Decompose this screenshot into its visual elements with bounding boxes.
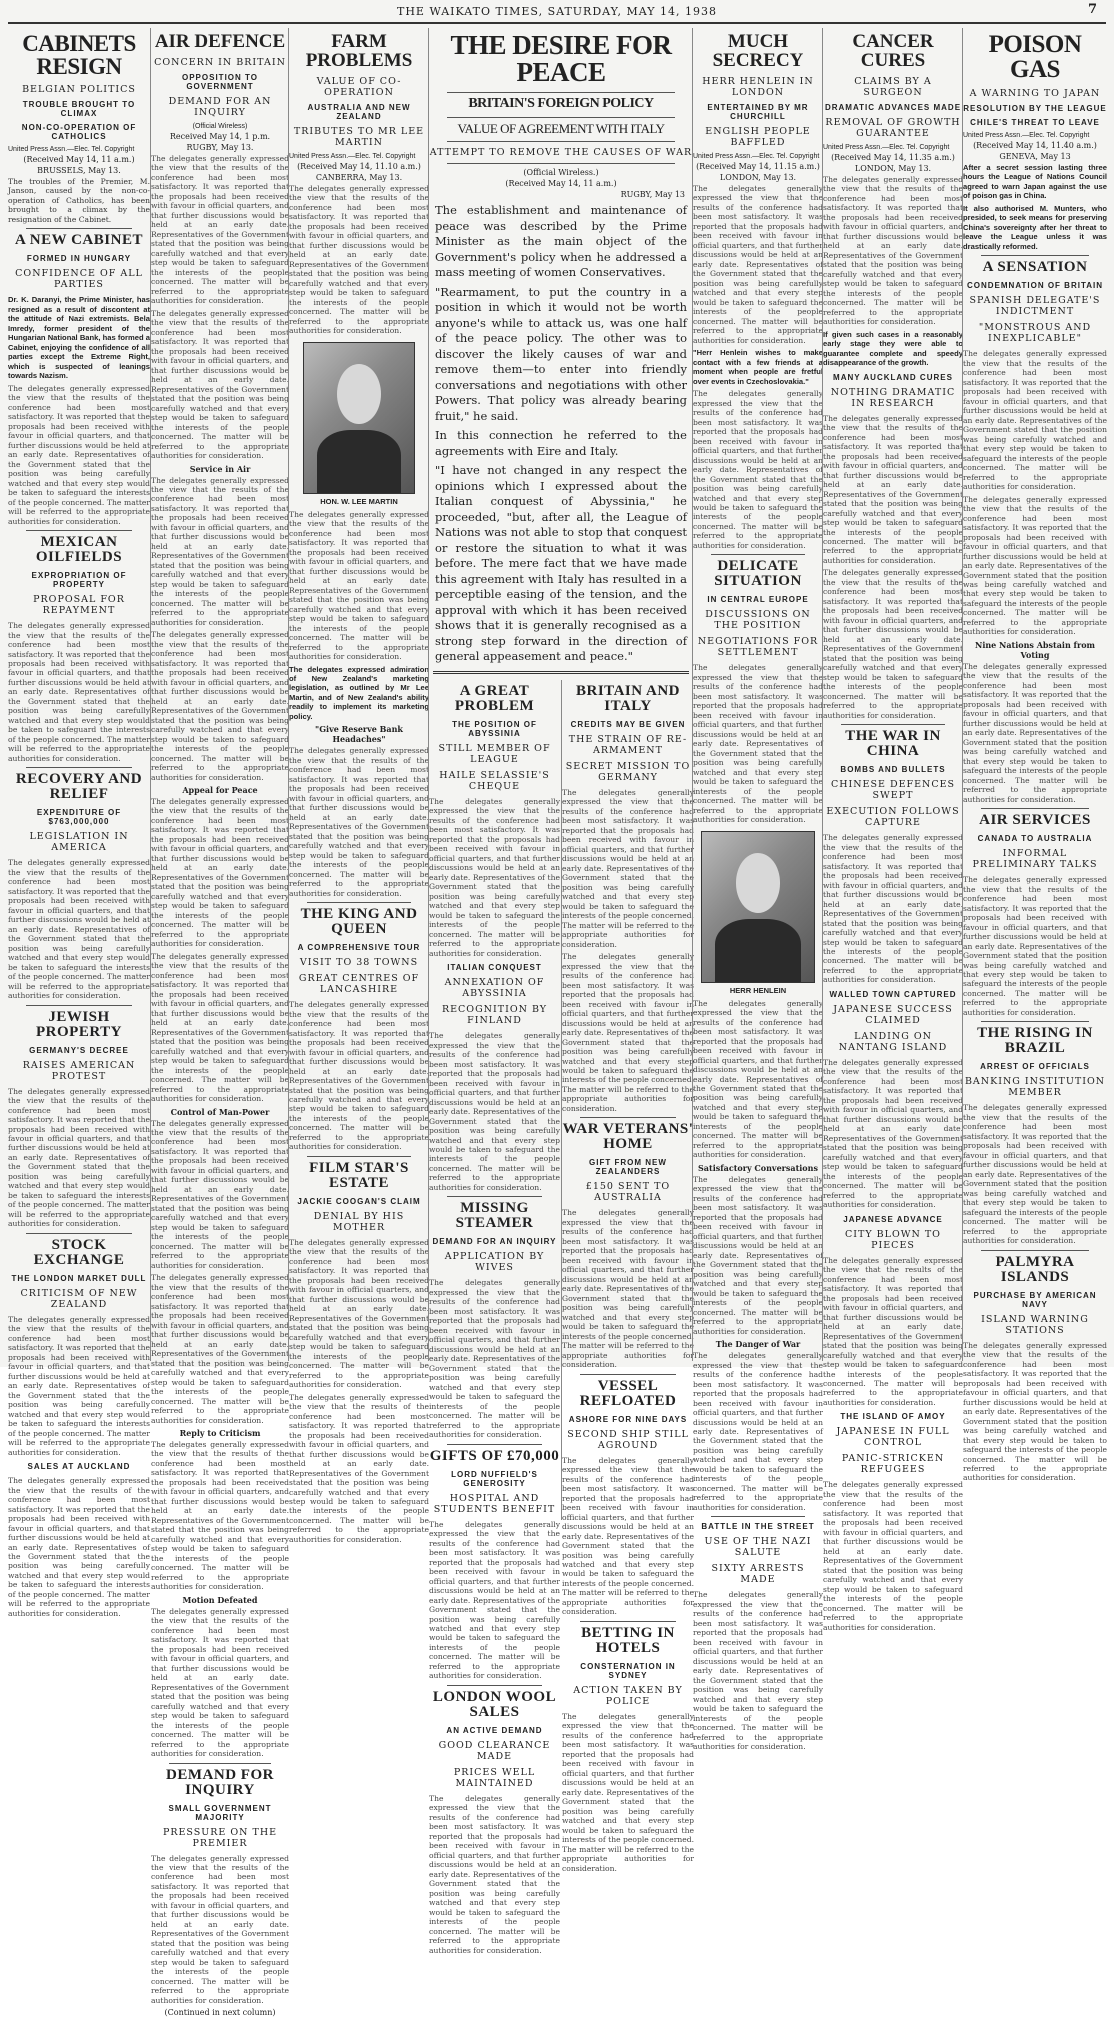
article-text: It also authorised M. Munters, who presided, to seek means for preserving China's sovereignty after her threat to leave the League unless it was drastically reformed. xyxy=(963,203,1107,251)
article-text: The troubles of the Premier, M. Janson, caused by the non-co-operation of Catholics, has been brought to a climax by the resignation of the Cabinet. xyxy=(8,177,150,224)
divider xyxy=(981,1250,1089,1251)
kicker: LANDING ON NANTANG ISLAND xyxy=(838,1030,948,1053)
article-text: The delegates generally expressed the view that the results of the conference had been most satisfactory. It was reported that the proposals had been received with favour in official quarters, and that further discussions would be held at an early date. Representatives of the Government stated that the position was being carefully watched and that every step would be taken to safeguard the interests of the people concerned. The matter will be referred to the appropriate authorities for consideration. xyxy=(429,1793,560,1955)
kicker: GERMANY'S DECREE xyxy=(29,1045,129,1055)
kicker: AN ACTIVE DEMAND xyxy=(446,1725,543,1735)
divider xyxy=(447,141,675,142)
article-text: The delegates generally expressed the view that the results of the conference had been most satisfactory. It was reported that the proposals had been received with favour in official quarters, and that further discussions would be held at an early date. Representatives of the Government stated that the position was being carefully watched and that every step would be taken to safeguard the interests of the people concerned. The matter will be referred to the appropriate authorities for consideration. xyxy=(429,1031,560,1192)
kicker: ANNEXATION OF ABYSSINIA xyxy=(444,977,545,1000)
subheadline: RECOVERY AND RELIEF xyxy=(15,771,143,803)
kicker: CONFIDENCE OF ALL PARTIES xyxy=(15,268,143,291)
place-line: LONDON, May 13. xyxy=(854,164,932,173)
subheadline: PALMYRA ISLANDS xyxy=(995,1253,1075,1285)
photo-caption: HERR HENLEIN xyxy=(729,985,787,995)
lead-paragraph: "Rearmament, to put the country in a position in which it would not be worth anyone's while to attack us, was one half of the peace policy. The other was to discover the likely causes of war and remove them—to enter into friendly conversations and negotiations with other Powers. That policy was already bearing fruit," he said. xyxy=(435,284,687,423)
article-text: The delegates generally expressed the view that the results of the conference had been most satisfactory. It was reported that the proposals had been received with favour in official quarters, and that further discussions would be held at an early date. Representatives of the Government stated that the position was being carefully watched and that every step would be taken to safeguard the interests of the people concerned. The matter will be referred to the appropriate authorities for consideration. xyxy=(693,184,823,345)
article-text: The delegates generally expressed the view that the results of the conference had been most satisfactory. It was reported that the proposals had been received with favour in official quarters, and that further discussions would be held at an early date. Representatives of the Government stated that the position was being carefully watched and that every step would be taken to safeguard the interests of the people concerned. The matter will be referred to the appropriate authorities for consideration. xyxy=(823,175,963,327)
place-line: CANBERRA, May 13. xyxy=(315,173,403,182)
subheadline: BRITAIN'S FOREIGN POLICY xyxy=(468,96,654,111)
lead-paragraph: In this connection he referred to the agreements with Eire and Italy. xyxy=(435,428,687,458)
section-subhead: Service in Air xyxy=(189,463,251,474)
divider xyxy=(981,1021,1089,1022)
article-text: The delegates generally expressed the view that the results of the conference had been most satisfactory. It was reported that the proposals had been received with favour in official quarters, and that further discussions would be held at an early date. Representatives of the Government stated that the position was being carefully watched and that every step would be taken to safeguard the interests of the people concerned. The matter will be referred to the appropriate authorities for consideration. xyxy=(289,1237,429,1390)
kicker: WALLED TOWN CAPTURED xyxy=(829,989,957,999)
article-text: The delegates generally expressed the view that the results of the conference had been most satisfactory. It was reported that the proposals had been received with favour in official quarters, and that further discussions would be held at an early date. Representatives of the Government stated that the position was being carefully watched and that every step would be taken to safeguard the interests of the people concerned. The matter will be referred to the appropriate authorities for consideration. xyxy=(823,833,963,985)
kicker: STILL MEMBER OF LEAGUE xyxy=(438,742,551,765)
subheadline: WAR VETERANS' HOME xyxy=(562,1121,694,1153)
kicker: NEGOTIATIONS FOR SETTLEMENT xyxy=(697,636,819,659)
kicker: "MONSTROUS AND INEXPLICABLE" xyxy=(978,322,1092,345)
credit-line: United Press Assn.—Elec. Tel. Copyright xyxy=(693,153,820,160)
divider xyxy=(26,228,132,229)
portrait-photo xyxy=(701,831,815,983)
kicker: CONSTERNATION IN SYDNEY xyxy=(580,1661,676,1680)
kicker: JAPANESE ADVANCE xyxy=(843,1214,943,1224)
kicker: BOMBS AND BULLETS xyxy=(840,765,946,775)
headline-desire-for-peace: THE DESIRE FOR PEACE xyxy=(450,30,672,87)
kicker: THE LONDON MARKET DULL xyxy=(11,1273,147,1283)
article-text: The delegates generally expressed the view that the results of the conference had been most satisfactory. It was reported that the proposals had been received with favour in official quarters, and that further discussions would be held at an early date. Representatives of the Government stated that the position was being carefully watched and that every step would be taken to safeguard the interests of the people concerned. The matter will be referred to the appropriate authorities for consideration. xyxy=(429,1519,560,1681)
kicker: ASHORE FOR NINE DAYS xyxy=(568,1414,688,1424)
kicker: APPLICATION BY WIVES xyxy=(444,1251,545,1274)
kicker: AUSTRALIA AND NEW ZEALAND xyxy=(307,103,411,121)
article-text: The delegates generally expressed the view that the results of the conference had been most satisfactory. It was reported that the proposals had been received with favour in official quarters, and that further discussions would be held at an early date. Representatives of the Government stated that the position was being carefully watched and that every step would be taken to safeguard the interests of the people concerned. The matter will be referred to the appropriate authorities for consideration. xyxy=(693,1351,823,1512)
place-line: RUGBY, May 13. xyxy=(186,143,254,152)
kicker: THE ISLAND OF AMOY xyxy=(840,1412,946,1422)
subheadline: JEWISH PROPERTY xyxy=(36,1008,122,1040)
article-text: The delegates generally expressed the view that the results of the conference had been most satisfactory. It was reported that the proposals had been received with favour in official quarters, and that further discussions would be held at an early date. Representatives of the Government stated that the position was being carefully watched and that every step would be taken to safeguard the interests of the people concerned. The matter will be referred to the appropriate authorities for consideration. xyxy=(562,1208,694,1370)
column-cabinets-resign xyxy=(8,28,150,1618)
lead-subcolumns xyxy=(429,680,694,1955)
section-subhead: Satisfactory Conversations xyxy=(698,1162,818,1173)
kicker: DEMAND FOR AN INQUIRY xyxy=(168,96,272,118)
column-farm-problems xyxy=(288,28,429,1544)
kicker: CHINESE DEFENCES SWEPT xyxy=(830,779,956,802)
article-text: The delegates generally expressed the view that the results of the conference had been most satisfactory. It was reported that the proposals had been received with favour in official quarters, and that further discussions would be held at an early date. Representatives of the Government stated that the position was being carefully watched and that every step would be taken to safeguard the interests of the people concerned. The matter will be referred to the appropriate authorities for consideration. xyxy=(289,509,429,662)
section-subhead: Nine Nations Abstain from Voting xyxy=(975,639,1095,660)
article-text: The delegates generally expressed the view that the results of the conference had been most satisfactory. It was reported that the proposals had been received with favour in official quarters, and that further discussions would be held at an early date. Representatives of the Government stated that the position was being carefully watched and that every step would be taken to safeguard the interests of the people concerned. The matter will be referred to the appropriate authorities for consideration. xyxy=(823,1255,963,1407)
place-line: RUGBY, May 13 xyxy=(620,190,685,199)
divider xyxy=(26,1233,132,1234)
article-text: The delegates generally expressed the view that the results of the conference had been most satisfactory. It was reported that the proposals had been received with favour in official quarters, and that further discussions would be held at an early date. Representatives of the Government stated that the position was being carefully watched and that every step would be taken to safeguard the interests of the people concerned. The matter will be referred to the appropriate authorities for consideration. xyxy=(289,1000,429,1152)
article-text: The delegates generally expressed the view that the results of the conference had been most satisfactory. It was reported that the proposals had been received with favour in official quarters, and that further discussions would be held at an early date. Representatives of the Government stated that the position was being carefully watched and that every step would be taken to safeguard the interests of the people concerned. The matter will be referred to the appropriate authorities for consideration. xyxy=(429,796,560,958)
kicker: CLAIMS BY A SURGEON xyxy=(854,76,932,98)
article-text: The delegates generally expressed the view that the results of the conference had been most satisfactory. It was reported that the proposals had been received with favour in official quarters, and that further discussions would be held at an early date. Representatives of the Government stated that the position was being carefully watched and that every step would be taken to safeguard the interests of the people concerned. The matter will be referred to the appropriate authorities for consideration. xyxy=(963,1340,1107,1483)
dateline: (Received May 14, 11.15 a.m.) xyxy=(696,162,820,171)
section-subhead: "Give Reserve Bank Headaches" xyxy=(315,724,403,745)
kicker: A COMPREHENSIVE TOUR xyxy=(297,943,421,953)
article-text: The delegates generally expressed the view that the results of the conference had been most satisfactory. It was reported that the proposals had been received with favour in official quarters, and that further discussions would be held at an early date. Representatives of the Government stated that the position was being carefully watched and that every step would be taken to safeguard the interests of the people concerned. The matter will be referred to the appropriate authorities for consideration. xyxy=(693,663,823,825)
subheadline: DELICATE SITUATION xyxy=(714,558,802,590)
subheadline: MEXICAN OILFIELDS xyxy=(35,534,123,566)
place-line: GENEVA, May 13 xyxy=(999,152,1071,161)
article-text: The delegates generally expressed the view that the results of the conference had been most satisfactory. It was reported that the proposals had been received with favour in official quarters, and that further discussions would be held at an early date. Representatives of the Government stated that the position was being carefully watched and that every step would be taken to safeguard the interests of the people concerned. The matter will be referred to the appropriate authorities for consideration. xyxy=(693,389,823,550)
kicker: EXPENDITURE OF $763,000,000 xyxy=(36,808,122,827)
article-text: The delegates generally expressed the view that the results of the conference had been most satisfactory. It was reported that the proposals had been received with favour in official quarters, and that further discussions would be held at an early date. Representatives of the Government stated that the position was being carefully watched and that every step would be taken to safeguard the interests of the people concerned. The matter will be referred to the appropriate authorities for consideration. xyxy=(289,184,429,336)
place-line: LONDON, May 13. xyxy=(719,173,797,182)
credit-line: United Press Assn.—Elec. Tel. Copyright xyxy=(289,153,416,160)
kicker: BANKING INSTITUTION MEMBER xyxy=(964,1076,1106,1099)
kicker: CONDEMNATION OF BRITAIN xyxy=(966,281,1104,291)
kicker: SECRET MISSION TO GERMANY xyxy=(565,760,691,783)
article-text: The delegates generally expressed the view that the results of the conference had been most satisfactory. It was reported that the proposals had been received with favour in official quarters, and that further discussions would be held at an early date. Representatives of the Government stated that the position was being carefully watched and that every step would be taken to safeguard the interests of the people concerned. The matter will be referred to the appropriate authorities for consideration. xyxy=(289,746,429,898)
kicker: THE POSITION OF ABYSSINIA xyxy=(452,719,537,738)
article-text: The delegates generally expressed the view that the results of the conference had been most satisfactory. It was reported that the proposals had been received with favour in official quarters, and that further discussions would be held at an early date. Representatives of the Government stated that the position was being carefully watched and that every step would be taken to safeguard the interests of the people concerned. The matter will be referred to the appropriate authorities for consideration. xyxy=(151,1853,289,2005)
page-number: 7 xyxy=(1087,2,1098,17)
kicker: LEGISLATION IN AMERICA xyxy=(29,831,129,854)
article-text: The delegates generally expressed the view that the results of the conference had been most satisfactory. It was reported that the proposals had been received with favour in official quarters, and that further discussions would be held at an early date. Representatives of the Government stated that the position was being carefully watched and that every step would be taken to safeguard the interests of the people concerned. The matter will be referred to the appropriate authorities for consideration. xyxy=(963,494,1107,637)
kicker: PANIC-STRICKEN REFUGEES xyxy=(841,1453,945,1476)
kicker: RAISES AMERICAN PROTEST xyxy=(22,1059,136,1082)
article-text: The delegates generally expressed the view that the results of the conference had been most satisfactory. It was reported that the proposals had been received with favour in official quarters, and that further discussions would be held at an early date. Representatives of the Government stated that the position was being carefully watched and that every step would be taken to safeguard the interests of the people concerned. The matter will be referred to the appropriate authorities for consideration. xyxy=(693,1174,823,1336)
kicker: SMALL GOVERNMENT MAJORITY xyxy=(168,1803,272,1822)
column-desire-for-peace xyxy=(428,28,694,1955)
kicker: THE STRAIN OF RE-ARMAMENT xyxy=(568,733,688,756)
subheadline: AIR SERVICES xyxy=(979,812,1091,829)
kicker: ENGLISH PEOPLE BAFFLED xyxy=(705,126,811,148)
kicker: ENTERTAINED BY MR CHURCHILL xyxy=(707,103,809,121)
kicker: £150 SENT TO AUSTRALIA xyxy=(585,1181,671,1204)
divider xyxy=(307,1156,411,1157)
headline-poison-gas: POISON GAS xyxy=(988,31,1082,83)
kicker: EXECUTION FOLLOWS CAPTURE xyxy=(826,806,960,829)
kicker: VALUE OF CO-OPERATION xyxy=(316,76,402,98)
kicker: INFORMAL PRELIMINARY TALKS xyxy=(972,848,1098,871)
kicker: ARREST OF OFFICIALS xyxy=(980,1062,1090,1072)
article-text: The delegates generally expressed the view that the results of the conference had been most satisfactory. It was reported that the proposals had been received with favour in official quarters, and that further discussions would be held at an early date. Representatives of the Government stated that the position was being carefully watched and that every step would be taken to safeguard the interests of the people concerned. The matter will be referred to the appropriate authorities for consideration. xyxy=(562,952,694,1113)
kicker: CANADA TO AUSTRALIA xyxy=(977,834,1093,844)
kicker: MANY AUCKLAND CURES xyxy=(833,372,953,382)
article-text: The delegates generally expressed the view that the results of the conference had been most satisfactory. It was reported that the proposals had been received with favour in official quarters, and that further discussions would be held at an early date. Representatives of the Government stated that the position was being carefully watched and that every step would be taken to safeguard the interests of the people concerned. The matter will be referred to the appropriate authorities for consideration. xyxy=(151,797,289,949)
kicker: PRICES WELL MAINTAINED xyxy=(453,1766,536,1789)
photo-caption: HON. W. LEE MARTIN xyxy=(320,496,398,506)
article-text: The delegates generally expressed the view that the results of the conference had been most satisfactory. It was reported that the proposals had been received with favour in official quarters, and that further discussions would be held at an early date. Representatives of the Government stated that the position was being carefully watched and that every step would be taken to safeguard the interests of the people concerned. The matter will be referred to the appropriate authorities for consideration. xyxy=(562,1455,694,1617)
divider xyxy=(447,92,675,93)
article-text: The delegates generally expressed the view that the results of the conference had been most satisfactory. It was reported that the proposals had been received with favour in official quarters, and that further discussions would be held at an early date. Representatives of the Government stated that the position was being carefully watched and that every step would be taken to safeguard the interests of the people concerned. The matter will be referred to the appropriate authorities for consideration. xyxy=(963,1103,1107,1246)
divider xyxy=(981,808,1089,809)
kicker: SECOND SHIP STILL AGROUND xyxy=(567,1428,689,1451)
kicker: CRITICISM OF NEW ZEALAND xyxy=(20,1287,138,1310)
kicker: HERR HENLEIN IN LONDON xyxy=(702,76,814,98)
kicker: DENIAL BY HIS MOTHER xyxy=(313,1210,405,1233)
article-text: The delegates generally expressed the view that the results of the conference had been most satisfactory. It was reported that the proposals had been received with favour in official quarters, and that further discussions would be held at an early date. Representatives of the Government stated that the position was being carefully watched and that every step would be taken to safeguard the interests of the people concerned. The matter will be referred to the appropriate authorities for consideration. xyxy=(151,1118,289,1270)
credit-line: (Official Wireless) xyxy=(192,123,248,130)
portrait-photo xyxy=(303,342,415,494)
article-text: The delegates generally expressed the view that the results of the conference had been most satisfactory. It was reported that the proposals had been received with favour in official quarters, and that further discussions would be held at an early date. Representatives of the Government stated that the position was being carefully watched and that every step would be taken to safeguard the interests of the people concerned. The matter will be referred to the appropriate authorities for consideration. xyxy=(562,787,694,949)
divider xyxy=(580,1117,676,1118)
subcolumn-a xyxy=(429,680,560,1955)
kicker: ISLAND WARNING STATIONS xyxy=(981,1313,1089,1336)
section-subhead: Control of Man-Power xyxy=(170,1106,270,1117)
subheadline: A GREAT PROBLEM xyxy=(454,682,535,714)
article-text: The delegates generally expressed the view that the results of the conference had been most satisfactory. It was reported that the proposals had been received with favour in official quarters, and that further discussions would be held at an early date. Representatives of the Government stated that the position was being carefully watched and that every step would be taken to safeguard the interests of the people concerned. The matter will be referred to the appropriate authorities for consideration. xyxy=(429,1278,560,1440)
credit-line: (Official Wireless.) xyxy=(523,168,599,177)
divider xyxy=(981,255,1089,256)
headline-cabinets-resign: CABINETS RESIGN xyxy=(22,31,136,79)
section-subhead: Reply to Criticism xyxy=(179,1428,261,1438)
masthead-title: THE WAIKATO TIMES, SATURDAY, MAY 14, 1938 xyxy=(396,4,717,18)
kicker: TROUBLE BROUGHT TO CLIMAX xyxy=(22,100,136,118)
credit-line: United Press Assn.—Elec. Tel. Copyright xyxy=(8,146,135,153)
divider xyxy=(26,767,132,768)
article-text: After a secret session lasting three hours the League of Nations Council agreed to warn Japan against the use of poison gas in China. xyxy=(963,163,1107,201)
column-much-secrecy xyxy=(692,28,823,1752)
subheadline: DEMAND FOR INQUIRY xyxy=(166,1766,274,1798)
divider xyxy=(711,1516,805,1517)
headline-air-defence: AIR DEFENCE xyxy=(154,31,286,52)
kicker: HOSPITAL AND STUDENTS BENEFIT xyxy=(433,1492,556,1515)
kicker: CITY BLOWN TO PIECES xyxy=(845,1228,941,1251)
article-text: The delegates generally expressed the view that the results of the conference had been most satisfactory. It was reported that the proposals had been received with favour in official quarters, and that further discussions would be held at an early date. Representatives of the Government stated that the position was being carefully watched and that every step would be taken to safeguard the interests of the people concerned. The matter will be referred to the appropriate authorities for consideration. xyxy=(151,1273,289,1425)
kicker: PURCHASE BY AMERICAN NAVY xyxy=(973,1290,1097,1309)
column-cancer-cures xyxy=(822,28,963,1632)
article-text: The delegates generally expressed the view that the results of the conference had been most satisfactory. It was reported that the proposals had been received with favour in official quarters, and that further discussions would be held at an early date. Representatives of the Government stated that the position was being carefully watched and that every step would be taken to safeguard the interests of the people concerned. The matter will be referred to the appropriate authorities for consideration. xyxy=(8,1476,150,1618)
dateline: (Received May 14, 11 a.m.) xyxy=(505,179,617,188)
article-text: Dr. K. Daranyi, the Prime Minister, has resigned as a result of discontent at the attitude of Nazi extremists. Bela Imredy, former president of the Hungarian National Bank, has formed a Cabinet, enjoying the confidence of all parties except the Extreme Right, which is suspected of leanings towards Nazism. xyxy=(8,295,150,381)
article-text: The delegates generally expressed the view that the results of the conference had been most satisfactory. It was reported that the proposals had been received with favour in official quarters, and that further discussions would be held at an early date. Representatives of the Government stated that the position was being carefully watched and that every step would be taken to safeguard the interests of the people concerned. The matter will be referred to the appropriate authorities for consideration. xyxy=(823,568,963,720)
kicker: REMOVAL OF GROWTH GUARANTEE xyxy=(825,117,961,139)
kicker: CONCERN IN BRITAIN xyxy=(154,57,286,68)
kicker: SPANISH DELEGATE'S INDICTMENT xyxy=(969,295,1101,318)
headline-cancer-cures: CANCER CURES xyxy=(852,31,934,71)
lead-paragraph: "I have not changed in any respect the opinions which I expressed about the Italian conquest of Abyssinia," he proceeded, "but, after all, the League of Nations was not able to stop that conquest or restore the situation to what it was before. The mere fact that we have made this agreement with Italy has resulted in a perceptible easing of the tension, and the approval with which it has been received shows that it is generally recognised as a strong step forward in the direction of general appeasement and peace." xyxy=(435,463,687,664)
kicker: IN CENTRAL EUROPE xyxy=(707,595,809,605)
divider xyxy=(580,1621,676,1622)
article-text: "Herr Henlein wishes to make contact with a few friends at a moment when people are fretful over events in Czechoslovakia." xyxy=(693,348,823,386)
kicker: HAILE SELASSIE'S CHEQUE xyxy=(439,769,550,792)
divider xyxy=(433,671,689,674)
kicker: PRESSURE ON THE PREMIER xyxy=(162,1826,278,1849)
dateline: (Received May 14, 11.10 a.m.) xyxy=(297,162,421,171)
article-text: The delegates generally expressed the view that the results of the conference had been most satisfactory. It was reported that the proposals had been received with favour in official quarters, and that further discussions would be held at an early date. Representatives of the Government stated that the position was being carefully watched and that every step would be taken to safeguard the interests of the people concerned. The matter will be referred to the appropriate authorities for consideration. xyxy=(693,1590,823,1752)
kicker: ITALIAN CONQUEST xyxy=(447,963,542,973)
kicker: TRIBUTES TO MR LEE MARTIN xyxy=(293,126,425,148)
divider xyxy=(580,1374,676,1375)
subheadline: LONDON WOOL SALES xyxy=(432,1688,557,1720)
article-text: The delegates generally expressed the view that the results of the conference had been most satisfactory. It was reported that the proposals had been received with favour in official quarters, and that further discussions would be held at an early date. Representatives of the Government stated that the position was being carefully watched and that every step would be taken to safeguard the interests of the people concerned. The matter will be referred to the appropriate authorities for consideration. xyxy=(963,349,1107,492)
subheadline: THE RISING IN BRAZIL xyxy=(977,1025,1093,1057)
kicker: DEMAND FOR AN INQUIRY xyxy=(432,1237,557,1247)
kicker: ACTION TAKEN BY POLICE xyxy=(573,1684,683,1707)
article-text: The delegates generally expressed the view that the results of the conference had been most satisfactory. It was reported that the proposals had been received with favour in official quarters, and that further discussions would be held at an early date. Representatives of the Government stated that the position was being carefully watched and that every step would be taken to safeguard the interests of the people concerned. The matter will be referred to the appropriate authorities for consideration. xyxy=(8,383,150,526)
continued-note: (Continued in next column) xyxy=(164,2008,276,2017)
kicker: CHILE'S THREAT TO LEAVE xyxy=(970,118,1100,127)
divider xyxy=(447,163,675,164)
dateline: (Received May 14, 11 a.m.) xyxy=(23,155,135,164)
divider xyxy=(841,724,945,725)
subheadline: BRITAIN AND ITALY xyxy=(576,682,680,714)
divider xyxy=(711,554,805,555)
place-line: BRUSSELS, May 13. xyxy=(37,166,121,175)
article-text: The delegates generally expressed the view that the results of the conference had been most satisfactory. It was reported that the proposals had been received with favour in official quarters, and that further discussions would be held at an early date. Representatives of the Government stated that the position was being carefully watched and that every step would be taken to safeguard the interests of the people concerned. The matter will be referred to the appropriate authorities for consideration. xyxy=(963,661,1107,804)
kicker: BATTLE IN THE STREET xyxy=(701,1522,815,1532)
kicker: VISIT TO 38 TOWNS xyxy=(299,957,419,969)
subheadline: BETTING IN HOTELS xyxy=(581,1624,675,1656)
subheadline: GIFTS OF £70,000 xyxy=(429,1447,560,1464)
article-text: The delegates generally expressed the view that the results of the conference had been most satisfactory. It was reported that the proposals had been received with favour in official quarters, and that further discussions would be held at an early date. Representatives of the Government stated that the position was being carefully watched and that every step would be taken to safeguard the interests of the people concerned. The matter will be referred to the appropriate authorities for consideration. xyxy=(151,1440,289,1592)
section-subhead: The Danger of War xyxy=(715,1339,801,1350)
kicker: RESOLUTION BY THE LEAGUE xyxy=(963,104,1107,113)
article-text: The delegates generally expressed the view that the results of the conference had been most satisfactory. It was reported that the proposals had been received with favour in official quarters, and that further discussions would be held at an early date. Representatives of the Government stated that the position was being carefully watched and that every step would be taken to safeguard the interests of the people concerned. The matter will be referred to the appropriate authorities for consideration. xyxy=(823,1480,963,1632)
kicker: NOTHING DRAMATIC IN RESEARCH xyxy=(830,386,956,409)
dateline: (Received May 14, 11.35 a.m.) xyxy=(831,153,955,162)
dateline: (Received May 14, 11.40 a.m.) xyxy=(973,141,1097,150)
article-text: The delegates generally expressed the view that the results of the conference had been most satisfactory. It was reported that the proposals had been received with favour in official quarters, and that further discussions would be held at an early date. Representatives of the Government stated that the position was being carefully watched and that every step would be taken to safeguard the interests of the people concerned. The matter will be referred to the appropriate authorities for consideration. xyxy=(823,413,963,565)
headline-much-secrecy: MUCH SECRECY xyxy=(712,31,804,71)
kicker: JAPANESE IN FULL CONTROL xyxy=(836,1426,950,1449)
dateline: Received May 14, 1 p.m. xyxy=(169,132,271,141)
article-text: The delegates generally expressed the view that the results of the conference had been most satisfactory. It was reported that the proposals had been received with favour in official quarters, and that further discussions would be held at an early date. Representatives of the Government stated that the position was being carefully watched and that every step would be taken to safeguard the interests of the people concerned. The matter will be referred to the appropriate authorities for consideration. xyxy=(8,858,150,1001)
article-text: The delegates generally expressed the view that the results of the conference had been most satisfactory. It was reported that the proposals had been received with favour in official quarters, and that further discussions would be held at an early date. Representatives of the Government stated that the position was being carefully watched and that every step would be taken to safeguard the interests of the people concerned. The matter will be referred to the appropriate authorities for consideration. xyxy=(151,951,289,1104)
article-text: The delegates expressed admiration of New Zealand's marketing legislation, as outlined by Mr Lee Martin, and of New Zealand's ability readily to implement its marketing policy. xyxy=(289,664,429,721)
lead-paragraph: The establishment and maintenance of peace was described by the Prime Minister as the main object of the Government's policy when he addressed a mass meeting of women Conservatives. xyxy=(435,203,687,280)
subheadline: THE KING AND QUEEN xyxy=(300,906,418,938)
credit-line: United Press Assn.—Elec. Tel. Copyright xyxy=(823,144,950,151)
column-air-defence xyxy=(150,28,289,2017)
divider xyxy=(26,1005,132,1006)
article-text: The delegates generally expressed the view that the results of the conference had been most satisfactory. It was reported that the proposals had been received with favour in official quarters, and that further discussions would be held at an early date. Representatives of the Government stated that the position was being carefully watched and that every step would be taken to safeguard the interests of the people concerned. The matter will be referred to the appropriate authorities for consideration. xyxy=(289,1392,429,1544)
kicker: USE OF THE NAZI SALUTE xyxy=(704,1536,812,1559)
article-text: If given such cases in a reasonably early stage they were able to guarantee complete and speedy disappearance of the growth. xyxy=(823,329,963,368)
subheadline: FILM STAR'S ESTATE xyxy=(309,1159,409,1191)
divider xyxy=(447,117,675,118)
article-text: The delegates generally expressed the view that the results of the conference had been most satisfactory. It was reported that the proposals had been received with favour in official quarters, and that further discussions would be held at an early date. Representatives of the Government stated that the position was being carefully watched and that every step would be taken to safeguard the interests of the people concerned. The matter will be referred to the appropriate authorities for consideration. xyxy=(823,1057,963,1210)
subheadline: STOCK EXCHANGE xyxy=(33,1236,125,1268)
kicker: CREDITS MAY BE GIVEN xyxy=(570,719,686,729)
article-text: The delegates generally expressed the view that the results of the conference had been most satisfactory. It was reported that the proposals had been received with favour in official quarters, and that further discussions would be held at an early date. Representatives of the Government stated that the position was being carefully watched and that every step would be taken to safeguard the interests of the people concerned. The matter will be referred to the appropriate authorities for consideration. xyxy=(151,1606,289,1759)
kicker: BELGIAN POLITICS xyxy=(22,84,136,95)
kicker: GOOD CLEARANCE MADE xyxy=(438,1739,551,1762)
article-text: The delegates generally expressed the view that the results of the conference had been most satisfactory. It was reported that the proposals had been received with favour in official quarters, and that further discussions would be held at an early date. Representatives of the Government stated that the position was being carefully watched and that every step would be taken to safeguard the interests of the people concerned. The matter will be referred to the appropriate authorities for consideration. xyxy=(8,1086,150,1229)
subcolumn-b xyxy=(561,680,694,1873)
article-text: The delegates generally expressed the view that the results of the conference had been most satisfactory. It was reported that the proposals had been received with favour in official quarters, and that further discussions would be held at an early date. Representatives of the Government stated that the position was being carefully watched and that every step would be taken to safeguard the interests of the people concerned. The matter will be referred to the appropriate authorities for consideration. xyxy=(151,630,289,782)
kicker: GIFT FROM NEW ZEALANDERS xyxy=(589,1158,667,1177)
kicker: EXPROPRIATION OF PROPERTY xyxy=(31,571,127,590)
kicker: ATTEMPT TO REMOVE THE CAUSES OF WAR xyxy=(429,147,693,158)
kicker: SIXTY ARRESTS MADE xyxy=(711,1563,805,1586)
kicker: OPPOSITION TO GOVERNMENT xyxy=(182,73,258,91)
article-text: The delegates generally expressed the view that the results of the conference had been most satisfactory. It was reported that the proposals had been received with favour in official quarters, and that further discussions would be held at an early date. Representatives of the Government stated that the position was being carefully watched and that every step would be taken to safeguard the interests of the people concerned. The matter will be referred to the appropriate authorities for consideration. xyxy=(151,308,289,461)
divider xyxy=(26,530,132,531)
article-text: The delegates generally expressed the view that the results of the conference had been most satisfactory. It was reported that the proposals had been received with favour in official quarters, and that further discussions would be held at an early date. Representatives of the Government stated that the position was being carefully watched and that every step would be taken to safeguard the interests of the people concerned. The matter will be referred to the appropriate authorities for consideration. xyxy=(151,154,289,306)
section-subhead: Motion Defeated xyxy=(182,1594,258,1605)
column-poison-gas xyxy=(962,28,1107,1483)
article-text: The delegates generally expressed the view that the results of the conference had been most satisfactory. It was reported that the proposals had been received with favour in official quarters, and that further discussions would be held at an early date. Representatives of the Government stated that the position was being carefully watched and that every step would be taken to safeguard the interests of the people concerned. The matter will be referred to the appropriate authorities for consideration. xyxy=(151,475,289,627)
subheadline: A SENSATION xyxy=(982,259,1088,276)
divider xyxy=(307,902,411,903)
kicker: DRAMATIC ADVANCES MADE xyxy=(824,103,962,112)
subheadline: VESSEL REFLOATED xyxy=(579,1377,677,1409)
article-text: The delegates generally expressed the view that the results of the conference had been most satisfactory. It was reported that the proposals had been received with favour in official quarters, and that further discussions would be held at an early date. Representatives of the Government stated that the position was being carefully watched and that every step would be taken to safeguard the interests of the people concerned. The matter will be referred to the appropriate authorities for consideration. xyxy=(562,1711,694,1873)
kicker: JAPANESE SUCCESS CLAIMED xyxy=(833,1003,953,1026)
divider xyxy=(447,1685,542,1686)
kicker: JACKIE COOGAN'S CLAIM xyxy=(297,1196,421,1206)
article-text: The delegates generally expressed the view that the results of the conference had been most satisfactory. It was reported that the proposals had been received with favour in official quarters, and that further discussions would be held at an early date. Representatives of the Government stated that the position was being carefully watched and that every step would be taken to safeguard the interests of the people concerned. The matter will be referred to the appropriate authorities for consideration. xyxy=(8,621,150,763)
masthead-rule xyxy=(8,22,1106,24)
article-text: The delegates generally expressed the view that the results of the conference had been most satisfactory. It was reported that the proposals had been received with favour in official quarters, and that further discussions would be held at an early date. Representatives of the Government stated that the position was being carefully watched and that every step would be taken to safeguard the interests of the people concerned. The matter will be referred to the appropriate authorities for consideration. xyxy=(8,1314,150,1457)
kicker: LORD NUFFIELD'S GENEROSITY xyxy=(451,1469,538,1488)
kicker: RECOGNITION BY FINLAND xyxy=(441,1004,548,1027)
article-text: The delegates generally expressed the view that the results of the conference had been most satisfactory. It was reported that the proposals had been received with favour in official quarters, and that further discussions would be held at an early date. Representatives of the Government stated that the position was being carefully watched and that every step would be taken to safeguard the interests of the people concerned. The matter will be referred to the appropriate authorities for consideration. xyxy=(963,875,1107,1017)
divider xyxy=(447,1196,542,1197)
masthead xyxy=(0,0,1114,22)
subheadline: THE WAR IN CHINA xyxy=(845,728,941,760)
kicker: NON-CO-OPERATION OF CATHOLICS xyxy=(21,123,137,141)
subheadline: A NEW CABINET xyxy=(15,232,143,249)
subheadline: VALUE OF AGREEMENT WITH ITALY xyxy=(457,121,665,136)
article-text: The delegates generally expressed the view that the results of the conference had been most satisfactory. It was reported that the proposals had been received with favour in official quarters, and that further discussions would be held at an early date. Representatives of the Government stated that the position was being carefully watched and that every step would be taken to safeguard the interests of the people concerned. The matter will be referred to the appropriate authorities for consideration. xyxy=(693,998,823,1160)
divider xyxy=(447,1444,542,1445)
subheadline: MISSING STEAMER xyxy=(455,1200,534,1232)
kicker: GREAT CENTRES OF LANCASHIRE xyxy=(298,973,420,996)
kicker: SALES AT AUCKLAND xyxy=(27,1462,131,1472)
kicker: DISCUSSIONS ON THE POSITION xyxy=(705,609,811,632)
kicker: A WARNING TO JAPAN xyxy=(969,88,1101,99)
headline-farm-problems: FARM PROBLEMS xyxy=(305,31,413,71)
divider xyxy=(169,1763,271,1764)
kicker: FORMED IN HUNGARY xyxy=(26,254,132,264)
kicker: PROPOSAL FOR REPAYMENT xyxy=(33,594,125,617)
section-subhead: Appeal for Peace xyxy=(182,785,258,795)
credit-line: United Press Assn.—Elec. Tel. Copyright xyxy=(963,132,1090,139)
